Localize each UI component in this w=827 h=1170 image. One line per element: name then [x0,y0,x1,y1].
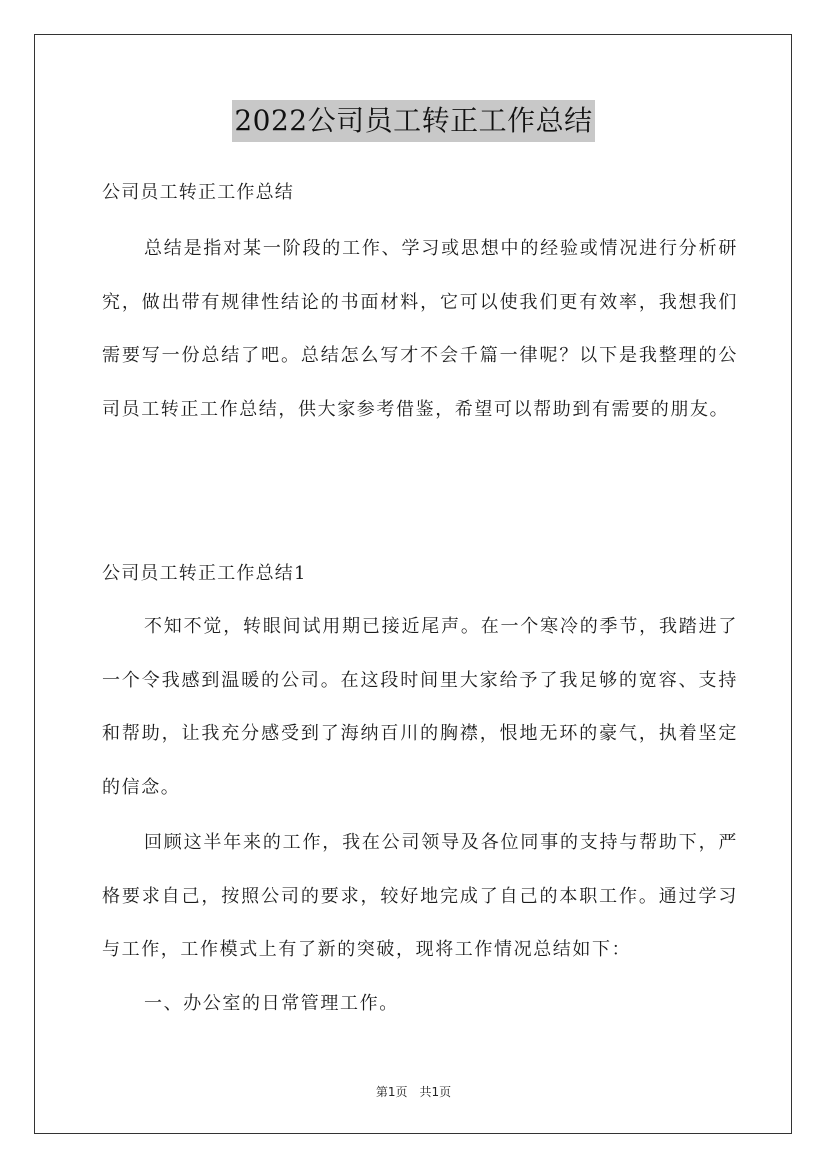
body-paragraph-2: 回顾这半年来的工作，我在公司领导及各位同事的支持与帮助下，严格要求自己，按照公司的要求，较好地完成了自己的本职工作。通过学习与工作，工作模式上有了新的突破，现将工作情况总结如下： [102,832,738,960]
title-container [0,100,827,142]
page-number-footer: 第1页 共1页 [375,1085,452,1099]
section-heading-1: 公司员工转正工作总结1 [102,563,307,584]
body-paragraph-1: 不知不觉，转眼间试用期已接近尾声。在一个寒冷的季节，我踏进了一个令我感到温暖的公司。在这段时间里大家给予了我足够的宽容、支持和帮助，让我充分感受到了海纳百川的胸襟，恨地无环的豪气，执着坚定的信念。 [102,616,738,798]
intro-paragraph: 总结是指对某一阶段的工作、学习或思想中的经验或情况进行分析研究，做出带有规律性结论的书面材料，它可以使我们更有效率，我想我们需要写一份总结了吧。总结怎么写才不会千篇一律呢？以下是我整理的公司员工转正工作总结，供大家参考借鉴，希望可以帮助到有需要的朋友。 [102,238,738,420]
document-title: 2022公司员工转正工作总结 [232,100,594,142]
section-heading: 公司员工转正工作总结 [102,182,294,203]
body-paragraph-3: 一、办公室的日常管理工作。 [144,993,399,1014]
